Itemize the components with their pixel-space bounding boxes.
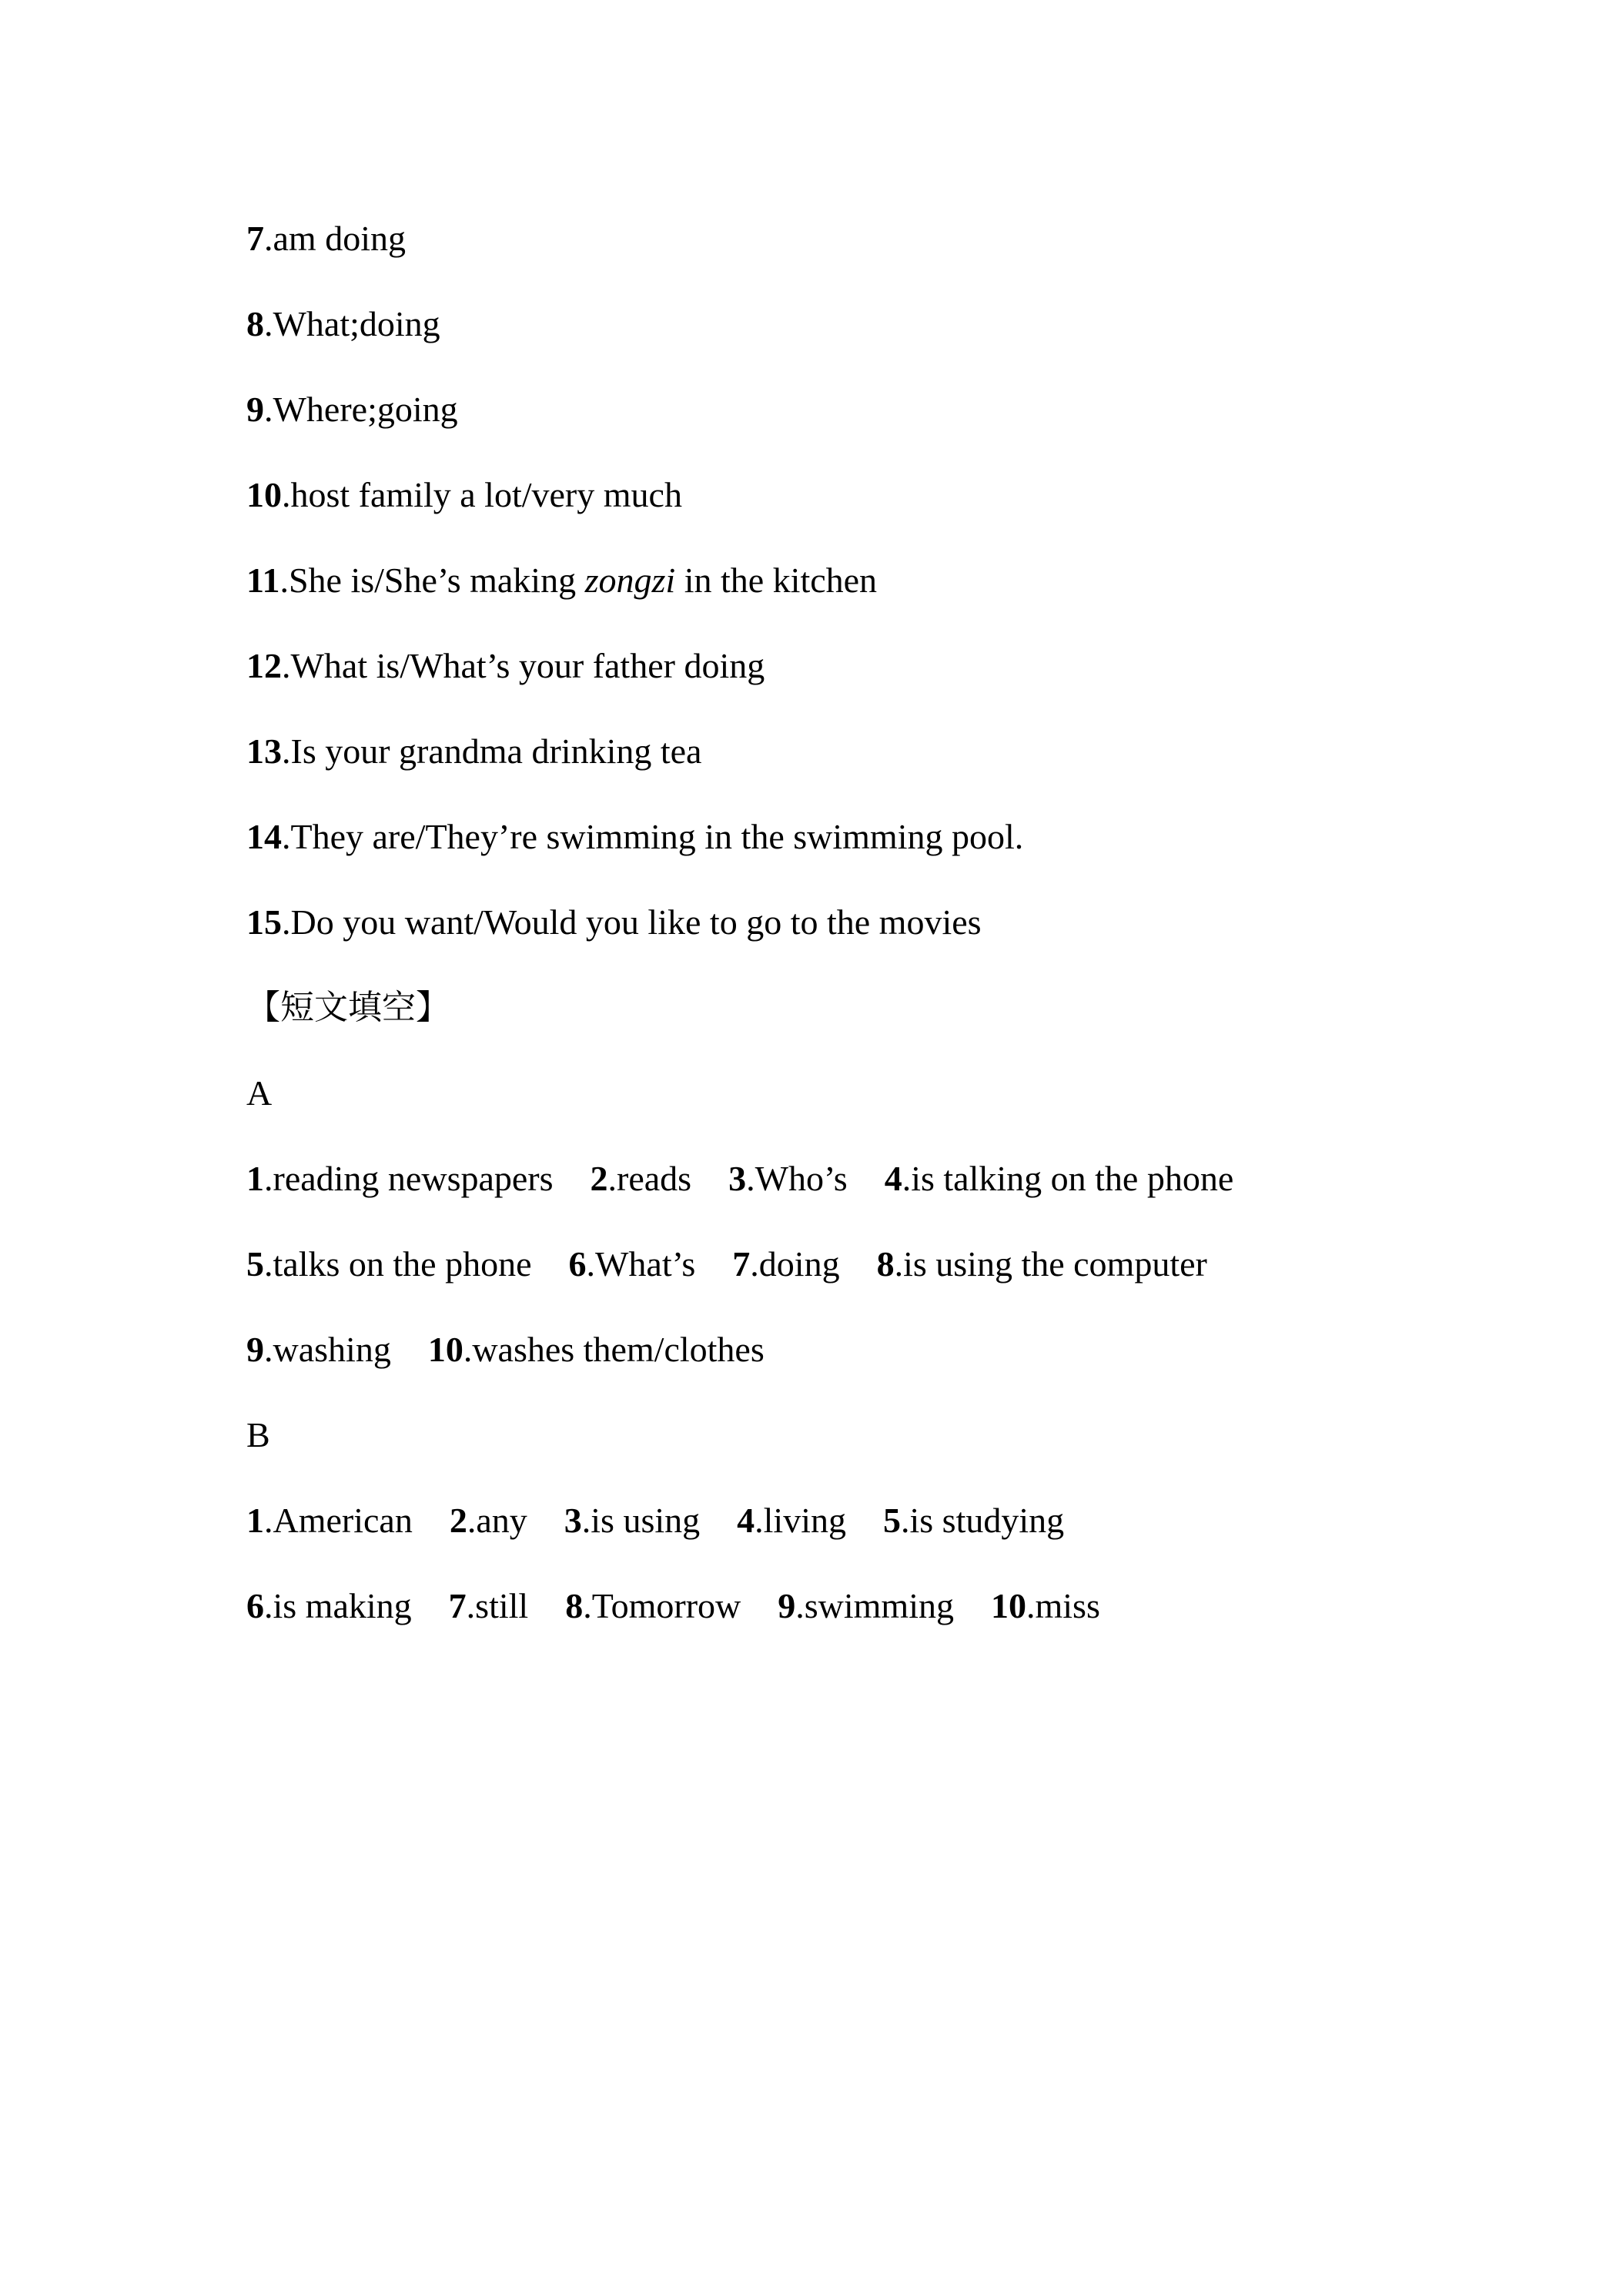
answer-text: .washing — [264, 1330, 391, 1369]
answer-number: 3 — [564, 1501, 582, 1540]
answer-number: 13 — [246, 731, 282, 771]
answer-number: 10 — [990, 1586, 1026, 1625]
answer-number: 9 — [246, 390, 264, 429]
answer-item — [246, 1244, 532, 1284]
answer-line — [246, 899, 982, 946]
answer-text: .What;doing — [264, 304, 440, 343]
answer-text: .reads — [607, 1159, 692, 1198]
answer-number: 9 — [778, 1586, 796, 1625]
part-b-label: B — [246, 1415, 270, 1454]
part-b-row — [246, 1583, 1100, 1629]
answer-text: .living — [755, 1501, 846, 1540]
answer-text: .still — [466, 1586, 529, 1625]
answer-number: 8 — [246, 304, 264, 343]
answer-item — [728, 1159, 848, 1198]
answer-line — [246, 387, 458, 433]
answer-text: .Tomorrow — [583, 1586, 741, 1625]
answer-item — [732, 1244, 839, 1284]
answer-text: .washes them/clothes — [463, 1330, 765, 1369]
answer-number: 1 — [246, 1159, 264, 1198]
answer-line — [246, 814, 1023, 860]
answer-line — [246, 557, 877, 604]
answer-item — [449, 1586, 529, 1625]
answer-item — [565, 1586, 741, 1625]
answer-line — [246, 216, 406, 262]
answer-number: 7 — [246, 219, 264, 258]
answer-text: .They are/They’re swimming in the swimming pool. — [282, 817, 1024, 856]
answer-item — [569, 1244, 696, 1284]
answer-text: .Do you want/Would you like to go to the movies — [282, 902, 982, 942]
answer-line — [246, 301, 440, 347]
section-heading: 【短文填空】 — [246, 988, 450, 1027]
answer-item — [885, 1159, 1234, 1198]
answer-number: 4 — [884, 1159, 902, 1198]
answer-text: .American — [264, 1501, 413, 1540]
answer-item — [737, 1501, 846, 1540]
answer-item — [778, 1586, 954, 1625]
answer-item — [246, 1330, 391, 1369]
answer-text: .is studying — [901, 1501, 1065, 1540]
answer-text: .is talking on the phone — [902, 1159, 1234, 1198]
answer-number: 2 — [590, 1159, 608, 1198]
answer-number: 1 — [246, 1501, 264, 1540]
answer-number: 8 — [565, 1586, 584, 1625]
answer-text: .reading newspapers — [264, 1159, 554, 1198]
part-b-row — [246, 1498, 1064, 1544]
answer-text: .Where;going — [264, 390, 458, 429]
answer-number: 10 — [427, 1330, 463, 1369]
answer-number: 11 — [246, 561, 280, 600]
answer-item — [428, 1330, 765, 1369]
answer-text: .miss — [1026, 1586, 1100, 1625]
answer-number: 5 — [246, 1244, 264, 1284]
answer-number: 12 — [246, 646, 282, 685]
answer-text: .am doing — [264, 219, 406, 258]
part-a-row — [246, 1156, 1233, 1202]
answer-text: .What is/What’s your father doing — [282, 646, 765, 685]
answer-number: 6 — [568, 1244, 587, 1284]
answer-item — [883, 1501, 1064, 1540]
answer-number: 8 — [876, 1244, 895, 1284]
answer-number: 9 — [246, 1330, 264, 1369]
answer-number: 4 — [737, 1501, 755, 1540]
answer-item — [450, 1501, 527, 1540]
answer-item — [246, 1586, 412, 1625]
answer-text: .is using the computer — [894, 1244, 1207, 1284]
answer-number: 15 — [246, 902, 282, 942]
answer-text: .What’s — [586, 1244, 696, 1284]
part-a-label: A — [246, 1073, 273, 1113]
answer-item — [246, 1501, 413, 1540]
answer-text: .talks on the phone — [264, 1244, 532, 1284]
answer-number: 14 — [246, 817, 282, 856]
answer-text: .any — [467, 1501, 527, 1540]
answer-text: .host family a lot/very much — [282, 475, 682, 514]
answer-line — [246, 643, 765, 689]
answer-number: 7 — [732, 1244, 751, 1284]
answer-text-italic: zongzi — [584, 561, 676, 600]
answer-line — [246, 728, 701, 775]
answer-text-pre: .She is/She’s making — [279, 561, 585, 600]
answer-item — [246, 1159, 554, 1198]
answer-item — [591, 1159, 692, 1198]
answer-text: .swimming — [795, 1586, 954, 1625]
part-a-row — [246, 1327, 765, 1373]
answer-text: .Who’s — [746, 1159, 848, 1198]
answer-number: 2 — [449, 1501, 467, 1540]
answer-text: .doing — [750, 1244, 840, 1284]
answer-item — [991, 1586, 1100, 1625]
answer-text-post: in the kitchen — [675, 561, 878, 600]
answer-text: .is using — [581, 1501, 701, 1540]
answer-number: 6 — [246, 1586, 264, 1625]
answer-number: 7 — [448, 1586, 467, 1625]
answer-number: 3 — [728, 1159, 747, 1198]
answer-item — [877, 1244, 1207, 1284]
answer-text: .Is your grandma drinking tea — [282, 731, 702, 771]
answer-text: .is making — [264, 1586, 412, 1625]
answer-item — [564, 1501, 700, 1540]
answer-line — [246, 472, 682, 518]
answer-number: 5 — [883, 1501, 901, 1540]
part-a-row — [246, 1241, 1207, 1287]
answer-number: 10 — [246, 475, 282, 514]
